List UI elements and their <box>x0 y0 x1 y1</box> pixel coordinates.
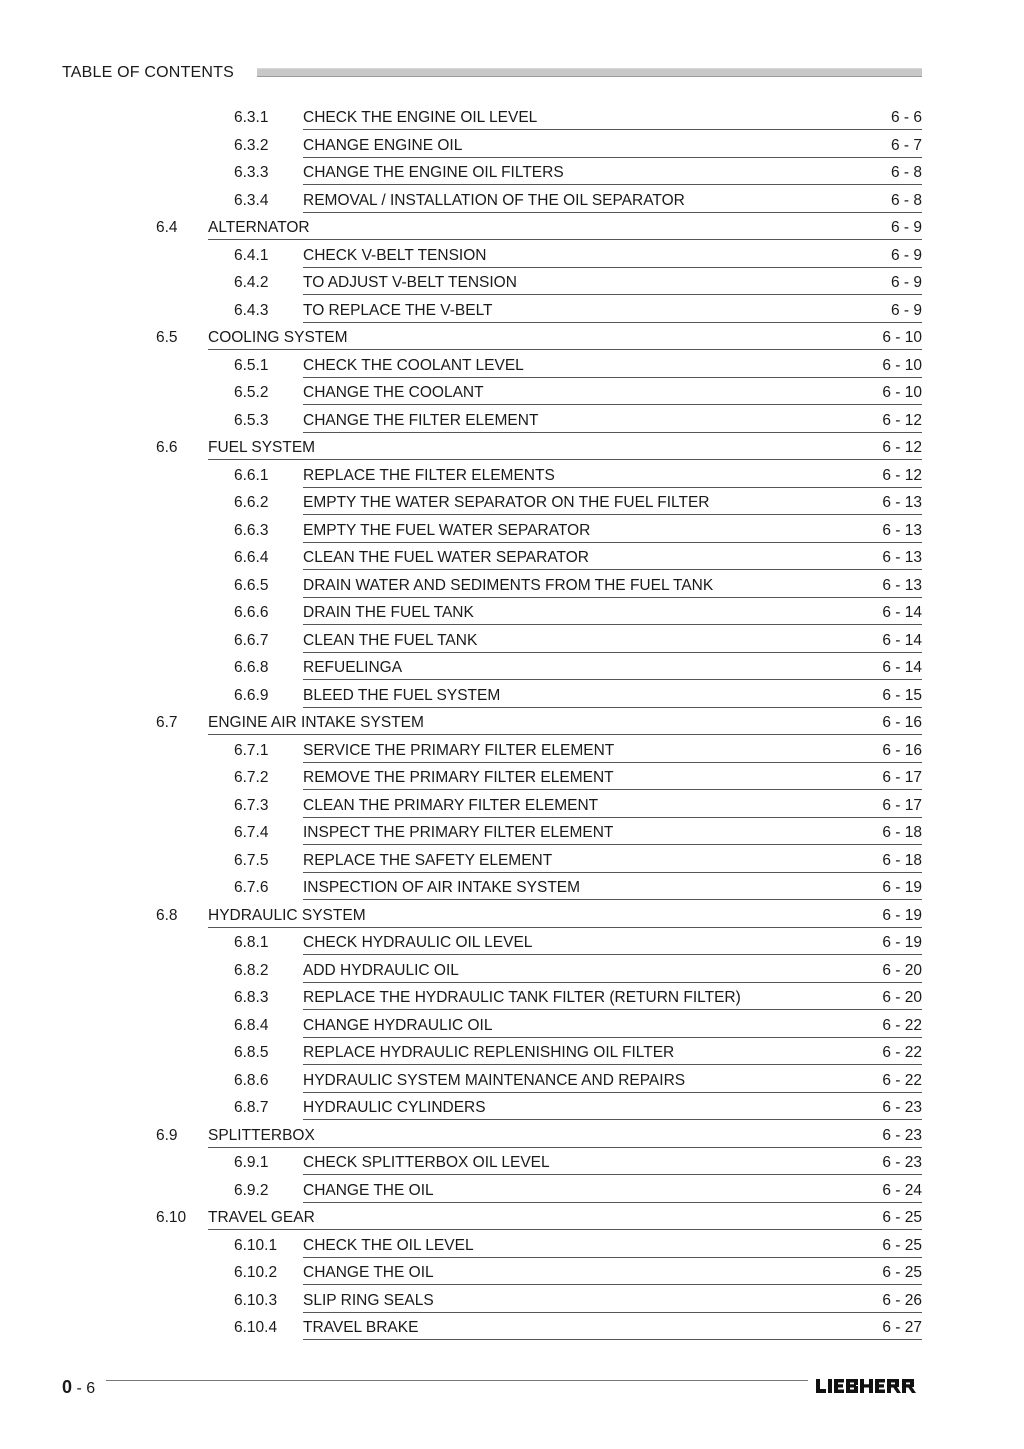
toc-entry-page: 6 - 13 <box>882 521 922 539</box>
toc-entry-number: 6.8 <box>156 906 178 924</box>
toc-entry-title: HYDRAULIC CYLINDERS <box>303 1099 486 1116</box>
toc-subsection-row[interactable] <box>0 242 1024 270</box>
footer-page-index: 6 <box>86 1380 96 1397</box>
toc-entry-page: 6 - 17 <box>882 769 922 786</box>
toc-subsection-row[interactable] <box>0 819 1024 847</box>
toc-entry-title: CHECK THE COOLANT LEVEL <box>303 356 524 374</box>
toc-entry-number: 6.7.5 <box>234 851 269 869</box>
toc-entry-page: 6 - 14 <box>882 659 922 676</box>
toc-entry-number: 6.4.1 <box>234 246 269 264</box>
toc-entry-page: 6 - 24 <box>882 1181 922 1199</box>
toc-entry-number: 6.6 <box>156 439 178 456</box>
table-of-contents <box>0 104 1024 1342</box>
toc-entry-underline <box>303 1312 922 1313</box>
toc-entry-underline <box>303 1092 922 1093</box>
toc-entry-underline <box>303 569 922 570</box>
toc-entry-title: ALTERNATOR <box>208 219 310 236</box>
toc-entry-number: 6.5.3 <box>234 411 269 429</box>
toc-entry-number: 6.8.5 <box>234 1044 269 1061</box>
toc-entry-number: 6.5.2 <box>234 384 269 401</box>
toc-entry-title: CLEAN THE FUEL WATER SEPARATOR <box>303 549 589 566</box>
toc-entry-title: CHECK V-BELT TENSION <box>303 246 487 264</box>
toc-section-row[interactable] <box>0 1204 1024 1232</box>
footer-rule <box>106 1380 808 1381</box>
toc-entry-page: 6 - 25 <box>882 1236 922 1254</box>
toc-entry-underline <box>303 1009 922 1010</box>
toc-entry-page: 6 - 9 <box>890 246 922 264</box>
toc-entry-page: 6 - 26 <box>882 1291 922 1309</box>
toc-subsection-row[interactable] <box>0 352 1024 380</box>
toc-entry-underline <box>303 624 922 625</box>
toc-entry-number: 6.6.7 <box>234 631 269 649</box>
toc-subsection-row[interactable] <box>0 1259 1024 1287</box>
toc-subsection-row[interactable] <box>0 1012 1024 1040</box>
toc-entry-underline <box>208 1147 922 1148</box>
toc-entry-number: 6.10.3 <box>234 1291 278 1309</box>
toc-entry-number: 6.8.4 <box>234 1016 269 1034</box>
toc-entry-number: 6.7.4 <box>234 824 269 841</box>
toc-section-row[interactable] <box>0 709 1024 737</box>
toc-entry-page: 6 - 17 <box>882 796 922 814</box>
footer-page-number <box>62 1377 95 1399</box>
toc-entry-page: 6 - 13 <box>882 576 922 594</box>
toc-entry-number: 6.6.3 <box>234 521 269 539</box>
liebherr-logo-letters <box>816 1379 916 1393</box>
toc-entry-number: 6.6.4 <box>234 549 269 566</box>
toc-entry-number: 6.6.2 <box>234 494 269 511</box>
toc-entry-underline <box>303 652 922 653</box>
toc-entry-page: 6 - 27 <box>882 1319 922 1336</box>
toc-subsection-row[interactable] <box>0 187 1024 215</box>
toc-entry-number: 6.5.1 <box>234 356 269 374</box>
toc-subsection-row[interactable] <box>0 847 1024 875</box>
toc-entry-page: 6 - 18 <box>882 851 922 869</box>
toc-entry-underline <box>303 157 922 158</box>
toc-entry-underline <box>303 377 922 378</box>
toc-entry-page: 6 - 22 <box>882 1071 922 1089</box>
toc-entry-underline <box>303 184 922 185</box>
toc-entry-page: 6 - 8 <box>890 191 922 209</box>
toc-entry-underline <box>303 679 922 680</box>
toc-entry-underline <box>303 1202 922 1203</box>
toc-entry-title: CHANGE THE FILTER ELEMENT <box>303 411 539 429</box>
toc-entry-underline <box>303 1037 922 1038</box>
toc-entry-title: CHANGE THE ENGINE OIL FILTERS <box>303 164 564 181</box>
toc-entry-underline <box>303 432 922 433</box>
toc-entry-number: 6.3.2 <box>234 136 269 154</box>
toc-subsection-row[interactable] <box>0 489 1024 517</box>
toc-subsection-row[interactable] <box>0 297 1024 325</box>
toc-subsection-row[interactable] <box>0 682 1024 710</box>
toc-entry-title: SLIP RING SEALS <box>303 1291 434 1309</box>
toc-entry-title: HYDRAULIC SYSTEM MAINTENANCE AND REPAIRS <box>303 1071 686 1089</box>
toc-entry-title: REPLACE THE SAFETY ELEMENT <box>303 851 553 869</box>
toc-entry-title: INSPECTION OF AIR INTAKE SYSTEM <box>303 879 581 896</box>
toc-entry-number: 6.8.7 <box>234 1099 269 1116</box>
toc-entry-underline <box>303 294 922 295</box>
footer-page-separator: - <box>72 1380 87 1397</box>
toc-entry-title: CHECK HYDRAULIC OIL LEVEL <box>303 934 533 951</box>
toc-entry-underline <box>208 734 922 735</box>
toc-entry-number: 6.4 <box>156 219 178 236</box>
toc-entry-number: 6.9.1 <box>234 1154 269 1171</box>
toc-entry-title: BLEED THE FUEL SYSTEM <box>303 686 501 704</box>
toc-subsection-row[interactable] <box>0 379 1024 407</box>
toc-entry-page: 6 - 10 <box>882 329 922 346</box>
toc-entry-number: 6.8.6 <box>234 1071 269 1089</box>
toc-subsection-row[interactable] <box>0 407 1024 435</box>
toc-entry-title: CHANGE ENGINE OIL <box>303 136 463 154</box>
toc-entry-underline <box>303 789 922 790</box>
toc-subsection-row[interactable] <box>0 269 1024 297</box>
toc-entry-title: INSPECT THE PRIMARY FILTER ELEMENT <box>303 824 614 841</box>
toc-subsection-row[interactable] <box>0 1149 1024 1177</box>
toc-entry-page: 6 - 12 <box>882 411 922 429</box>
toc-entry-page: 6 - 13 <box>882 549 922 566</box>
toc-entry-title: CHECK THE OIL LEVEL <box>303 1236 474 1254</box>
toc-entry-page: 6 - 16 <box>882 741 922 759</box>
toc-entry-underline <box>303 817 922 818</box>
toc-entry-page: 6 - 23 <box>882 1154 922 1171</box>
toc-entry-title: REMOVE THE PRIMARY FILTER ELEMENT <box>303 769 614 786</box>
toc-entry-number: 6.7.2 <box>234 769 269 786</box>
toc-entry-underline <box>303 322 922 323</box>
toc-entry-underline <box>303 1257 922 1258</box>
toc-entry-page: 6 - 19 <box>882 934 922 951</box>
toc-entry-underline <box>303 982 922 983</box>
page-header-title: TABLE OF CONTENTS <box>62 64 235 81</box>
toc-subsection-row[interactable] <box>0 654 1024 682</box>
toc-subsection-row[interactable] <box>0 132 1024 160</box>
toc-entry-underline <box>303 1064 922 1065</box>
toc-subsection-row[interactable] <box>0 929 1024 957</box>
toc-entry-title: COOLING SYSTEM <box>208 329 348 346</box>
toc-entry-underline <box>303 404 922 405</box>
toc-entry-title: CHANGE HYDRAULIC OIL <box>303 1016 493 1034</box>
toc-subsection-row[interactable] <box>0 517 1024 545</box>
toc-subsection-row[interactable] <box>0 104 1024 132</box>
toc-subsection-row[interactable] <box>0 737 1024 765</box>
header-rule <box>257 68 922 77</box>
toc-entry-title: TRAVEL GEAR <box>208 1209 315 1226</box>
toc-entry-number: 6.6.1 <box>234 466 269 484</box>
toc-entry-underline <box>303 762 922 763</box>
toc-entry-number: 6.6.8 <box>234 659 269 676</box>
toc-entry-underline <box>303 1174 922 1175</box>
toc-entry-page: 6 - 20 <box>882 989 922 1006</box>
toc-entry-title: TO ADJUST V-BELT TENSION <box>303 274 517 291</box>
toc-entry-page: 6 - 13 <box>882 494 922 511</box>
toc-entry-underline <box>303 514 922 515</box>
toc-entry-number: 6.6.9 <box>234 686 269 704</box>
toc-subsection-row[interactable] <box>0 874 1024 902</box>
toc-entry-number: 6.9 <box>156 1126 178 1144</box>
toc-entry-underline <box>303 1119 922 1120</box>
toc-entry-page: 6 - 25 <box>882 1209 922 1226</box>
toc-section-row[interactable] <box>0 324 1024 352</box>
toc-entry-page: 6 - 14 <box>882 631 922 649</box>
toc-entry-number: 6.8.3 <box>234 989 269 1006</box>
toc-entry-title: REPLACE THE HYDRAULIC TANK FILTER (RETURN FILTER) <box>303 989 741 1006</box>
toc-entry-page: 6 - 7 <box>890 136 922 154</box>
toc-entry-page: 6 - 12 <box>882 466 922 484</box>
toc-subsection-row[interactable] <box>0 764 1024 792</box>
toc-section-row[interactable] <box>0 434 1024 462</box>
toc-entry-number: 6.10.1 <box>234 1236 278 1254</box>
toc-entry-number: 6.8.2 <box>234 961 269 979</box>
toc-subsection-row[interactable] <box>0 1287 1024 1315</box>
toc-entry-number: 6.10.4 <box>234 1319 278 1336</box>
toc-entry-page: 6 - 6 <box>890 109 922 126</box>
toc-entry-underline <box>208 239 922 240</box>
toc-entry-page: 6 - 25 <box>882 1264 922 1281</box>
toc-entry-underline <box>303 899 922 900</box>
toc-entry-underline <box>303 267 922 268</box>
toc-section-row[interactable] <box>0 902 1024 930</box>
toc-entry-number: 6.8.1 <box>234 934 269 951</box>
toc-entry-number: 6.6.6 <box>234 604 269 621</box>
toc-entry-number: 6.10.2 <box>234 1264 278 1281</box>
toc-subsection-row[interactable] <box>0 572 1024 600</box>
toc-entry-title: EMPTY THE FUEL WATER SEPARATOR <box>303 521 591 539</box>
toc-subsection-row[interactable] <box>0 1094 1024 1122</box>
toc-subsection-row[interactable] <box>0 627 1024 655</box>
toc-section-row[interactable] <box>0 214 1024 242</box>
toc-entry-underline <box>208 1229 922 1230</box>
toc-entry-number: 6.3.4 <box>234 191 269 209</box>
toc-entry-page: 6 - 16 <box>882 714 922 731</box>
liebherr-logo-icon <box>816 1377 922 1395</box>
toc-entry-page: 6 - 18 <box>882 824 922 841</box>
toc-entry-page: 6 - 12 <box>882 439 922 456</box>
toc-entry-underline <box>303 872 922 873</box>
toc-entry-underline <box>208 927 922 928</box>
toc-entry-title: TO REPLACE THE V-BELT <box>303 301 493 319</box>
toc-entry-underline <box>303 844 922 845</box>
toc-subsection-row[interactable] <box>0 159 1024 187</box>
toc-subsection-row[interactable] <box>0 1067 1024 1095</box>
toc-entry-underline <box>303 129 922 130</box>
toc-entry-title: CLEAN THE PRIMARY FILTER ELEMENT <box>303 796 599 814</box>
toc-entry-title: REPLACE THE FILTER ELEMENTS <box>303 466 555 484</box>
footer-chapter-number: 0 <box>62 1377 73 1397</box>
toc-entry-title: ADD HYDRAULIC OIL <box>303 961 459 979</box>
toc-entry-title: SPLITTERBOX <box>208 1126 315 1144</box>
toc-entry-title: REPLACE HYDRAULIC REPLENISHING OIL FILTER <box>303 1044 675 1061</box>
toc-entry-number: 6.7 <box>156 714 178 731</box>
toc-entry-title: HYDRAULIC SYSTEM <box>208 906 366 924</box>
toc-entry-title: EMPTY THE WATER SEPARATOR ON THE FUEL FILTER <box>303 494 710 511</box>
toc-entry-page: 6 - 22 <box>882 1044 922 1061</box>
toc-entry-page: 6 - 9 <box>890 219 922 236</box>
toc-entry-title: DRAIN WATER AND SEDIMENTS FROM THE FUEL TANK <box>303 576 714 594</box>
toc-entry-title: DRAIN THE FUEL TANK <box>303 604 474 621</box>
toc-entry-number: 6.5 <box>156 329 178 346</box>
toc-entry-title: REFUELINGA <box>303 659 403 676</box>
toc-entry-underline <box>303 542 922 543</box>
toc-entry-underline <box>303 707 922 708</box>
toc-entry-title: CHANGE THE COOLANT <box>303 384 484 401</box>
toc-entry-number: 6.7.1 <box>234 741 269 759</box>
toc-entry-page: 6 - 10 <box>882 384 922 401</box>
toc-subsection-row[interactable] <box>0 1039 1024 1067</box>
toc-subsection-row[interactable] <box>0 1314 1024 1342</box>
toc-entry-underline <box>303 954 922 955</box>
toc-entry-page: 6 - 14 <box>882 604 922 621</box>
toc-entry-underline <box>208 349 922 350</box>
toc-entry-title: CHECK THE ENGINE OIL LEVEL <box>303 109 538 126</box>
toc-entry-number: 6.10 <box>156 1209 187 1226</box>
toc-subsection-row[interactable] <box>0 957 1024 985</box>
toc-entry-page: 6 - 23 <box>882 1099 922 1116</box>
toc-entry-number: 6.9.2 <box>234 1181 269 1199</box>
toc-entry-number: 6.7.6 <box>234 879 269 896</box>
toc-entry-title: REMOVAL / INSTALLATION OF THE OIL SEPARATOR <box>303 191 685 209</box>
toc-entry-page: 6 - 15 <box>882 686 922 704</box>
toc-entry-underline <box>303 487 922 488</box>
toc-entry-page: 6 - 20 <box>882 961 922 979</box>
toc-entry-title: FUEL SYSTEM <box>208 439 316 456</box>
toc-entry-underline <box>303 1284 922 1285</box>
toc-subsection-row[interactable] <box>0 984 1024 1012</box>
toc-entry-underline <box>208 459 922 460</box>
toc-entry-title: ENGINE AIR INTAKE SYSTEM <box>208 714 424 731</box>
toc-entry-page: 6 - 22 <box>882 1016 922 1034</box>
toc-entry-underline <box>303 597 922 598</box>
toc-entry-title: TRAVEL BRAKE <box>303 1319 419 1336</box>
toc-subsection-row[interactable] <box>0 792 1024 820</box>
toc-entry-number: 6.4.2 <box>234 274 269 291</box>
toc-subsection-row[interactable] <box>0 1232 1024 1260</box>
toc-entry-number: 6.3.3 <box>234 164 269 181</box>
toc-entry-page: 6 - 8 <box>890 164 922 181</box>
toc-entry-page: 6 - 23 <box>882 1126 922 1144</box>
toc-entry-title: CHECK SPLITTERBOX OIL LEVEL <box>303 1154 550 1171</box>
toc-entry-page: 6 - 9 <box>890 301 922 319</box>
toc-subsection-row[interactable] <box>0 1177 1024 1205</box>
toc-subsection-row[interactable] <box>0 599 1024 627</box>
toc-entry-title: CHANGE THE OIL <box>303 1181 434 1199</box>
toc-entry-title: CHANGE THE OIL <box>303 1264 434 1281</box>
toc-entry-page: 6 - 10 <box>882 356 922 374</box>
toc-entry-underline <box>303 212 922 213</box>
toc-section-row[interactable] <box>0 1122 1024 1150</box>
toc-entry-number: 6.6.5 <box>234 576 269 594</box>
toc-entry-page: 6 - 9 <box>890 274 922 291</box>
toc-entry-title: CLEAN THE FUEL TANK <box>303 631 478 649</box>
toc-entry-number: 6.4.3 <box>234 301 269 319</box>
toc-entry-underline <box>303 1339 922 1340</box>
toc-entry-page: 6 - 19 <box>882 879 922 896</box>
toc-subsection-row[interactable] <box>0 462 1024 490</box>
toc-entry-page: 6 - 19 <box>882 906 922 924</box>
toc-entry-number: 6.7.3 <box>234 796 269 814</box>
toc-subsection-row[interactable] <box>0 544 1024 572</box>
toc-entry-number: 6.3.1 <box>234 109 269 126</box>
toc-entry-title: SERVICE THE PRIMARY FILTER ELEMENT <box>303 741 615 759</box>
